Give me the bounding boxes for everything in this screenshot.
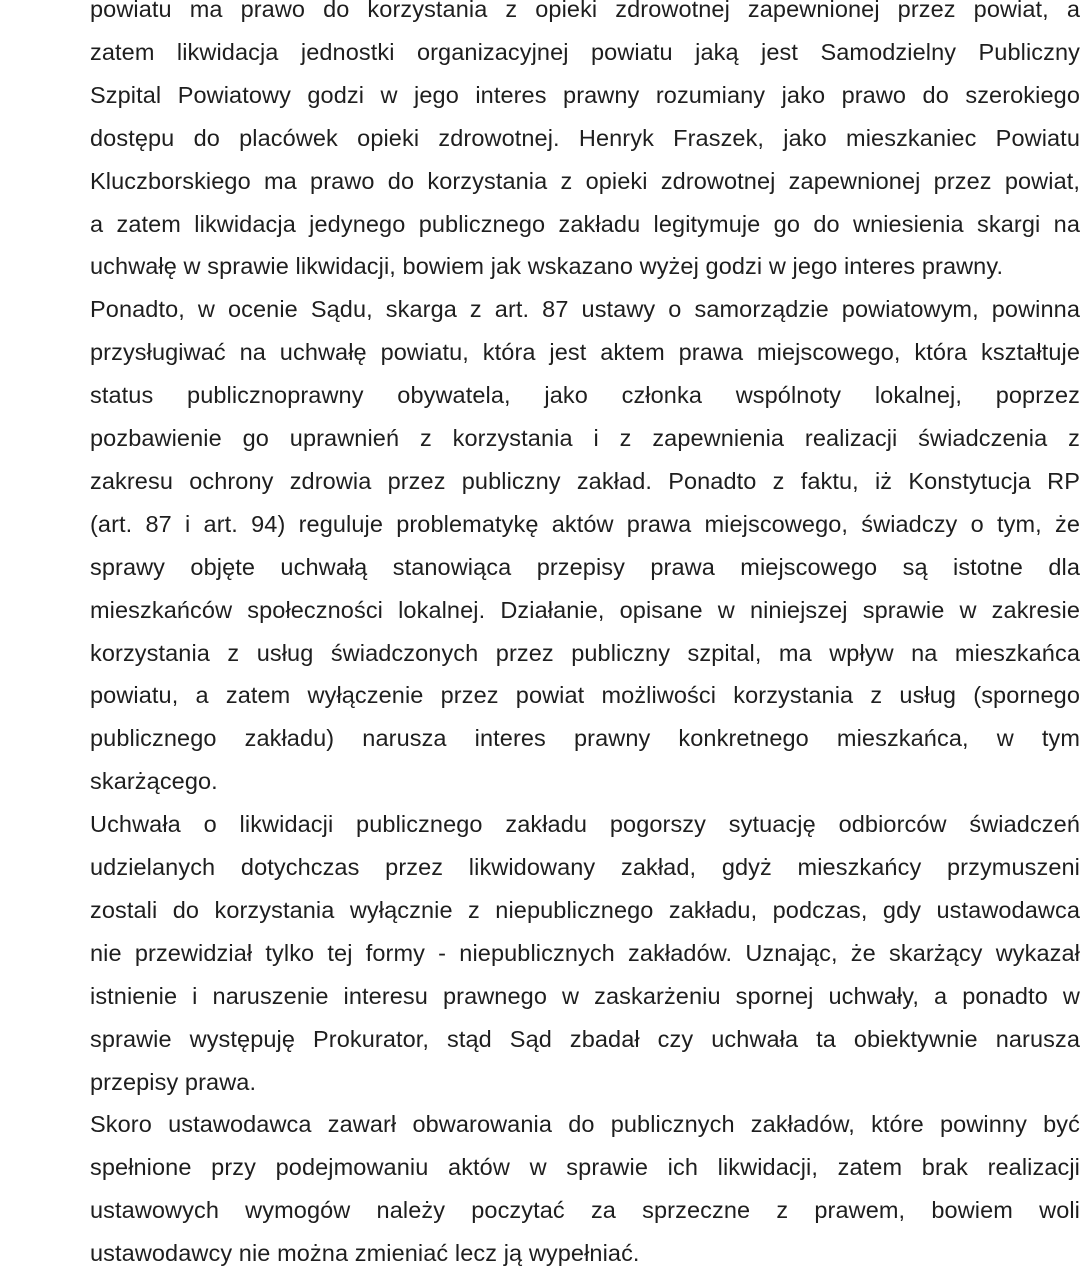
text-line: korzystania z usług świadczonych przez publiczny szpital, ma wpływ na mieszkańca — [90, 639, 1080, 666]
text-line: udzielanych dotychczas przez likwidowany zakład, gdyż mieszkańcy przymuszeni — [90, 854, 1080, 880]
text-line: uchwałę w sprawie likwidacji, bowiem jak wskazano wyżej godzi w jego interes prawny. — [90, 253, 1004, 280]
text-line: skarżącego. — [90, 768, 218, 795]
text-line: Kluczborskiego ma prawo do korzystania z opieki zdrowotnej zapewnionej przez powiat, — [90, 167, 1080, 194]
text-line: ustawowych wymogów należy poczytać za sprzeczne z prawem, bowiem woli — [90, 1197, 1080, 1224]
text-line: istnienie i naruszenie interesu prawnego w zaskarżeniu spornej uchwały, a ponadto w — [90, 982, 1080, 1009]
text-line: publicznego zakładu) narusza interes prawny konkretnego mieszkańca, w tym — [90, 725, 1080, 752]
text-line: Uchwała o likwidacji publicznego zakładu pogorszy sytuację odbiorców świadczeń — [90, 811, 1080, 838]
text-line: Skoro ustawodawca zawarł obwarowania do publicznych zakładów, które powinny być — [90, 1111, 1080, 1138]
text-line: Szpital Powiatowy godzi w jego interes prawny rozumiany jako prawo do szerokiego — [90, 81, 1080, 108]
text-line: status publicznoprawny obywatela, jako członka wspólnoty lokalnej, poprzez — [90, 382, 1080, 409]
text-line: mieszkańców społeczności lokalnej. Działanie, opisane w niniejszej sprawie w zakresie — [90, 596, 1080, 623]
text-line: przysługiwać na uchwałę powiatu, która jest aktem prawa miejscowego, która kształtuje — [90, 339, 1080, 366]
text-line: pozbawienie go uprawnień z korzystania i z zapewnienia realizacji świadczenia z — [90, 425, 1080, 451]
text-line: sprawie występuję Prokurator, stąd Sąd zbadał czy uchwała ta obiektywnie narusza — [90, 1025, 1080, 1052]
text-line: nie przewidział tylko tej formy - niepublicznych zakładów. Uznając, że skarżący wykazał — [90, 939, 1080, 966]
text-line: (art. 87 i art. 94) reguluje problematykę aktów prawa miejscowego, świadczy o tym, że — [90, 510, 1080, 537]
text-line: Ponadto, w ocenie Sądu, skarga z art. 87 ustawy o samorządzie powiatowym, powinna — [90, 296, 1080, 323]
text-line: zakresu ochrony zdrowia przez publiczny zakład. Ponadto z faktu, iż Konstytucja RP — [90, 467, 1080, 494]
text-line: spełnione przy podejmowaniu aktów w sprawie ich likwidacji, zatem brak realizacji — [90, 1154, 1080, 1181]
text-line: przepisy prawa. — [90, 1068, 257, 1095]
text-line: sprawy objęte uchwałą stanowiąca przepisy prawa miejscowego są istotne dla — [90, 553, 1080, 580]
text-line: dostępu do placówek opieki zdrowotnej. Henryk Fraszek, jako mieszkaniec Powiatu — [90, 124, 1080, 151]
text-line: zatem likwidacja jednostki organizacyjnej powiatu jaką jest Samodzielny Publiczny — [90, 38, 1080, 65]
text-line: zostali do korzystania wyłącznie z niepublicznego zakładu, podczas, gdy ustawodawca — [90, 896, 1080, 923]
text-line: powiatu ma prawo do korzystania z opieki zdrowotnej zapewnionej przez powiat, a — [90, 0, 1080, 22]
text-line: a zatem likwidacja jedynego publicznego zakładu legitymuje go do wniesienia skargi na — [90, 210, 1080, 237]
text-line: powiatu, a zatem wyłączenie przez powiat możliwości korzystania z usług (spornego — [90, 682, 1080, 709]
text-line: ustawodawcy nie można zmieniać lecz ją wypełniać. — [90, 1240, 640, 1267]
